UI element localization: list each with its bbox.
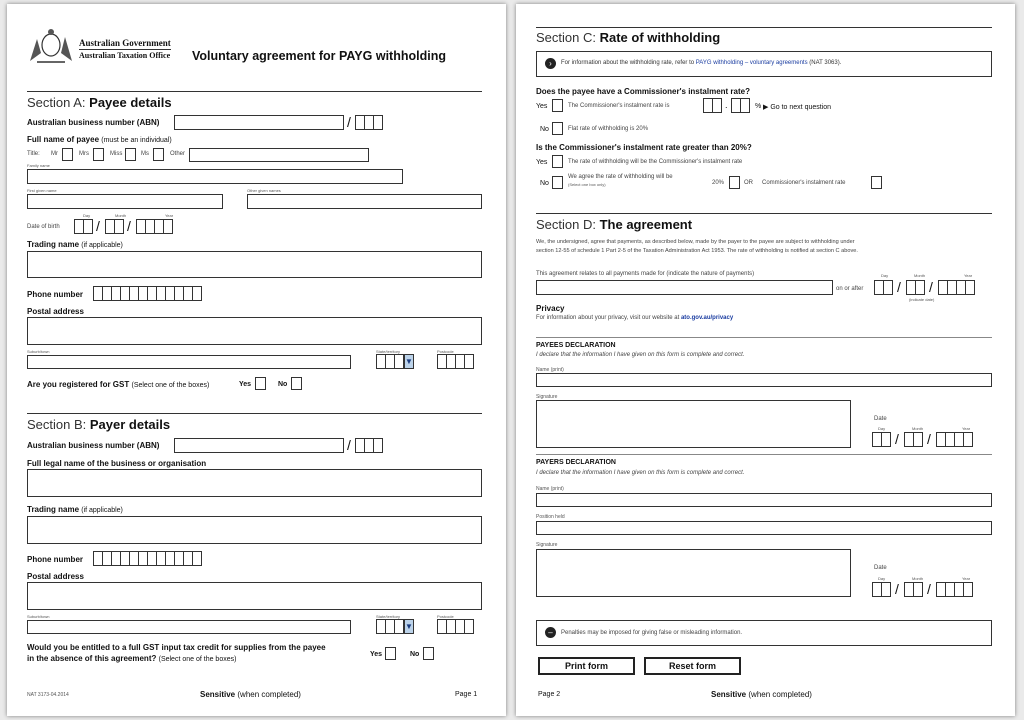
q2-yes-text: The rate of withholding will be the Commissioner's instalment rate <box>568 159 743 165</box>
payer-state-dropdown-arrow-icon[interactable]: ▼ <box>404 619 414 634</box>
first-given-name-input[interactable] <box>27 194 223 209</box>
payer-signature-box[interactable] <box>536 549 851 597</box>
payees-declaration-text: I declare that the information I have given on this form is complete and correct. <box>536 352 745 358</box>
title-mrs-checkbox[interactable] <box>93 148 104 161</box>
agreement-year-caption: Year <box>964 273 973 278</box>
payer-postal-label: Postal address <box>27 572 84 581</box>
agreement-day-caption: Day <box>881 273 889 278</box>
payer-trading-name-input[interactable] <box>27 516 482 544</box>
payee-trading-name-label: Trading name (if applicable) <box>27 240 123 249</box>
agreement-slash-1: / <box>897 279 901 295</box>
agreement-year-boxes[interactable] <box>938 280 975 295</box>
q1-yes-checkbox[interactable] <box>552 99 563 112</box>
payers-declaration-heading: PAYERS DECLARATION <box>536 459 616 466</box>
payee-gst-question: Are you registered for GST (Select one of the boxes) <box>27 380 210 389</box>
payee-postcode-label: Postcode <box>437 349 454 354</box>
title-other-input[interactable] <box>189 148 369 162</box>
penalty-text: Penalties may be imposed for giving false or misleading information. <box>561 630 743 636</box>
payee-date-label: Date <box>874 416 887 422</box>
title-mr-label: Mr <box>51 151 58 157</box>
payer-state-boxes[interactable] <box>376 619 404 634</box>
payee-signature-label: Signature <box>536 394 558 400</box>
payer-date-day-boxes[interactable] <box>872 582 891 597</box>
rate-commissioner-checkbox[interactable] <box>871 176 882 189</box>
payee-postcode-boxes[interactable] <box>437 354 474 369</box>
decimal-point: . <box>725 100 728 110</box>
section-c-heading: Section C: Rate of withholding <box>536 30 721 45</box>
q2-label: Is the Commissioner's instalment rate greater than 20%? <box>536 143 752 152</box>
agreement-slash-2: / <box>929 279 933 295</box>
payer-date-label: Date <box>874 565 887 571</box>
page1-sensitive-footer: Sensitive (when completed) <box>200 690 301 699</box>
form-title: Voluntary agreement for PAYG withholding <box>192 49 446 63</box>
payer-suburb-input[interactable] <box>27 620 351 634</box>
nat-code: NAT 3173-04.2014 <box>27 692 69 698</box>
position-held-label: Position held <box>536 514 565 520</box>
payee-date-month-boxes[interactable] <box>904 432 923 447</box>
payer-gst-no-checkbox[interactable] <box>423 647 434 660</box>
print-form-button[interactable]: Print form <box>538 657 635 675</box>
q2-yes-label: Yes <box>536 159 548 166</box>
payee-suburb-label: Suburb/town <box>27 349 50 354</box>
agreement-month-boxes[interactable] <box>906 280 925 295</box>
payee-abn-input[interactable] <box>174 115 344 130</box>
arrow-right-icon: › <box>545 58 556 69</box>
payee-gst-yes-checkbox[interactable] <box>255 377 266 390</box>
payee-date-slash-2: / <box>927 431 931 447</box>
on-or-after-label: on or after <box>836 286 864 292</box>
dob-month-caption: Month <box>115 213 127 218</box>
rate-20-checkbox[interactable] <box>729 176 740 189</box>
payee-date-day-boxes[interactable] <box>872 432 891 447</box>
privacy-heading: Privacy <box>536 304 565 313</box>
payee-postal-label: Postal address <box>27 307 84 316</box>
q2-no-checkbox[interactable] <box>552 176 563 189</box>
relates-label: This agreement relates to all payments made for (indicate the nature of payments) <box>536 271 755 277</box>
q2-no-label: No <box>540 180 549 187</box>
percent-sign: % <box>755 103 762 110</box>
section-b-heading: Section B: Payer details <box>27 417 171 432</box>
payg-link[interactable]: PAYG withholding – voluntary agreements <box>695 60 808 66</box>
title-miss-checkbox[interactable] <box>125 148 136 161</box>
payer-phone-label: Phone number <box>27 555 84 564</box>
payee-date-month-caption: Month <box>912 426 924 431</box>
dob-day-caption: Day <box>83 213 91 218</box>
page1-number: Page 1 <box>455 691 478 698</box>
payee-state-label: State/territory <box>376 349 401 354</box>
abn-slash: / <box>347 114 351 130</box>
q2-yes-checkbox[interactable] <box>552 155 563 168</box>
payer-abn-input[interactable] <box>174 438 344 453</box>
other-given-names-label: Other given names <box>247 188 281 193</box>
dob-slash-2: / <box>127 218 131 234</box>
q1-yes-label: Yes <box>536 103 548 110</box>
payee-date-year-caption: Year <box>962 426 971 431</box>
other-given-names-input[interactable] <box>247 194 482 209</box>
payer-state-label: State/territory <box>376 614 401 619</box>
instalment-rate-decimal-boxes[interactable] <box>731 98 750 113</box>
payee-suburb-input[interactable] <box>27 355 351 369</box>
payer-signature-label: Signature <box>536 542 558 548</box>
payee-phone-label: Phone number <box>27 290 84 299</box>
payer-gst-question: Would you be entitled to a full GST input tax credit for supplies from the payee in the absence of this agreement? (Select one of the boxes) <box>27 643 326 663</box>
gov-line-2: Australian Taxation Office <box>79 51 171 60</box>
payer-legal-name-label: Full legal name of the business or organisation <box>27 459 207 468</box>
payer-date-month-boxes[interactable] <box>904 582 923 597</box>
payee-abn-label: Australian business number (ABN) <box>27 118 160 127</box>
indicate-date-note: (indicate date) <box>909 297 935 302</box>
title-ms-label: Ms <box>141 151 149 157</box>
payee-gst-no-checkbox[interactable] <box>291 377 302 390</box>
privacy-link[interactable]: ato.gov.au/privacy <box>680 315 734 321</box>
payee-date-slash-1: / <box>895 431 899 447</box>
payers-declaration-text: I declare that the information I have given on this form is complete and correct. <box>536 470 745 476</box>
payer-phone-boxes[interactable] <box>93 551 202 566</box>
privacy-text: For information about your privacy, visit our website at ato.gov.au/privacy <box>536 315 734 321</box>
page2-sensitive-footer: Sensitive (when completed) <box>711 690 812 699</box>
payer-date-slash-2: / <box>927 581 931 597</box>
q1-label: Does the payee have a Commissioner's instalment rate? <box>536 87 750 96</box>
payer-gst-yes-checkbox[interactable] <box>385 647 396 660</box>
payer-date-month-caption: Month <box>912 576 924 581</box>
withholding-info-text: For information about the withholding rate, refer to PAYG withholding – voluntary agreements (NAT 3063). <box>561 60 842 66</box>
payer-suburb-label: Suburb/town <box>27 614 50 619</box>
payee-gst-yes-label: Yes <box>239 381 252 388</box>
agreement-month-caption: Month <box>914 273 926 278</box>
q2-no-note: (Select one box only) <box>568 182 606 187</box>
payer-gst-no-label: No <box>410 651 420 658</box>
dob-year-boxes[interactable] <box>136 219 173 234</box>
payer-abn-slash: / <box>347 437 351 453</box>
payee-date-year-boxes[interactable] <box>936 432 973 447</box>
form-page-1 <box>7 4 506 716</box>
payee-signature-box[interactable] <box>536 400 851 448</box>
reset-form-button[interactable]: Reset form <box>644 657 741 675</box>
payee-trading-name-input[interactable] <box>27 251 482 278</box>
q1-no-text: Flat rate of withholding is 20% <box>568 126 649 132</box>
payer-date-year-boxes[interactable] <box>936 582 973 597</box>
dob-year-caption: Year <box>165 213 174 218</box>
page2-number: Page 2 <box>538 691 561 698</box>
first-given-name-label: First given name <box>27 188 57 193</box>
dob-slash-1: / <box>96 218 100 234</box>
payee-full-name-label: Full name of payee (must be an individual) <box>27 135 172 144</box>
payer-abn-branch-boxes[interactable] <box>355 438 383 453</box>
payer-legal-name-input[interactable] <box>27 469 482 497</box>
payee-gst-no-label: No <box>278 381 288 388</box>
family-name-label: Family name <box>27 163 50 168</box>
payee-print-name-label: Name (print) <box>536 367 564 373</box>
gov-line-1: Australian Government <box>79 38 171 48</box>
payer-date-day-caption: Day <box>878 576 886 581</box>
payee-abn-branch-boxes[interactable] <box>355 115 383 130</box>
payer-date-year-caption: Year <box>962 576 971 581</box>
payer-postcode-label: Postcode <box>437 614 454 619</box>
payer-abn-label: Australian business number (ABN) <box>27 441 160 450</box>
instalment-rate-whole-boxes[interactable] <box>703 98 722 113</box>
payer-print-name-label: Name (print) <box>536 486 564 492</box>
q2-no-text: We agree the rate of withholding will be <box>568 174 673 180</box>
q1-yes-text: The Commissioner's instalment rate is <box>568 103 670 109</box>
payee-state-boxes[interactable] <box>376 354 404 369</box>
minus-warning-icon: – <box>545 627 556 638</box>
coat-of-arms-logo <box>27 27 75 65</box>
title-mr-checkbox[interactable] <box>62 148 73 161</box>
or-label: OR <box>744 180 753 186</box>
payer-postal-input[interactable] <box>27 582 482 610</box>
dob-label: Date of birth <box>27 224 60 230</box>
title-miss-label: Miss <box>110 151 123 157</box>
go-next-question: ▶ Go to next question <box>763 104 832 111</box>
agreement-day-boxes[interactable] <box>874 280 893 295</box>
title-mrs-label: Mrs <box>79 151 89 157</box>
payer-date-slash-1: / <box>895 581 899 597</box>
title-label: Title: <box>27 151 40 157</box>
q1-no-checkbox[interactable] <box>552 122 563 135</box>
family-name-input[interactable] <box>27 169 403 184</box>
payer-gst-yes-label: Yes <box>370 651 383 658</box>
nature-of-payments-input[interactable] <box>536 280 833 295</box>
payer-trading-name-label: Trading name (if applicable) <box>27 505 123 514</box>
form-page-2 <box>516 4 1015 716</box>
title-other-label: Other <box>170 151 186 157</box>
q1-no-label: No <box>540 126 549 133</box>
payees-declaration-heading: PAYEES DECLARATION <box>536 342 616 349</box>
dob-day-boxes[interactable] <box>74 219 93 234</box>
agreement-paragraph: We, the undersigned, agree that payments, as described below, made by the payer to the payee are subject to withholding under section 12-55 of schedule 1 Part 2-5 of the Taxation Administration Act 1953. The rate of withholding is notified at section C above. <box>536 239 858 254</box>
position-held-input[interactable] <box>536 521 992 535</box>
rate-commissioner-label: Commissioner's instalment rate <box>762 180 846 186</box>
rate-20-label: 20% <box>712 180 725 186</box>
payee-phone-boxes[interactable] <box>93 286 202 301</box>
payee-postal-input[interactable] <box>27 317 482 345</box>
section-a-heading: Section A: Payee details <box>27 95 172 110</box>
payee-print-name-input[interactable] <box>536 373 992 387</box>
payer-postcode-boxes[interactable] <box>437 619 474 634</box>
dob-month-boxes[interactable] <box>105 219 124 234</box>
payee-state-dropdown-arrow-icon[interactable]: ▼ <box>404 354 414 369</box>
title-ms-checkbox[interactable] <box>153 148 164 161</box>
payer-print-name-input[interactable] <box>536 493 992 507</box>
section-d-heading: Section D: The agreement <box>536 217 693 232</box>
payee-date-day-caption: Day <box>878 426 886 431</box>
